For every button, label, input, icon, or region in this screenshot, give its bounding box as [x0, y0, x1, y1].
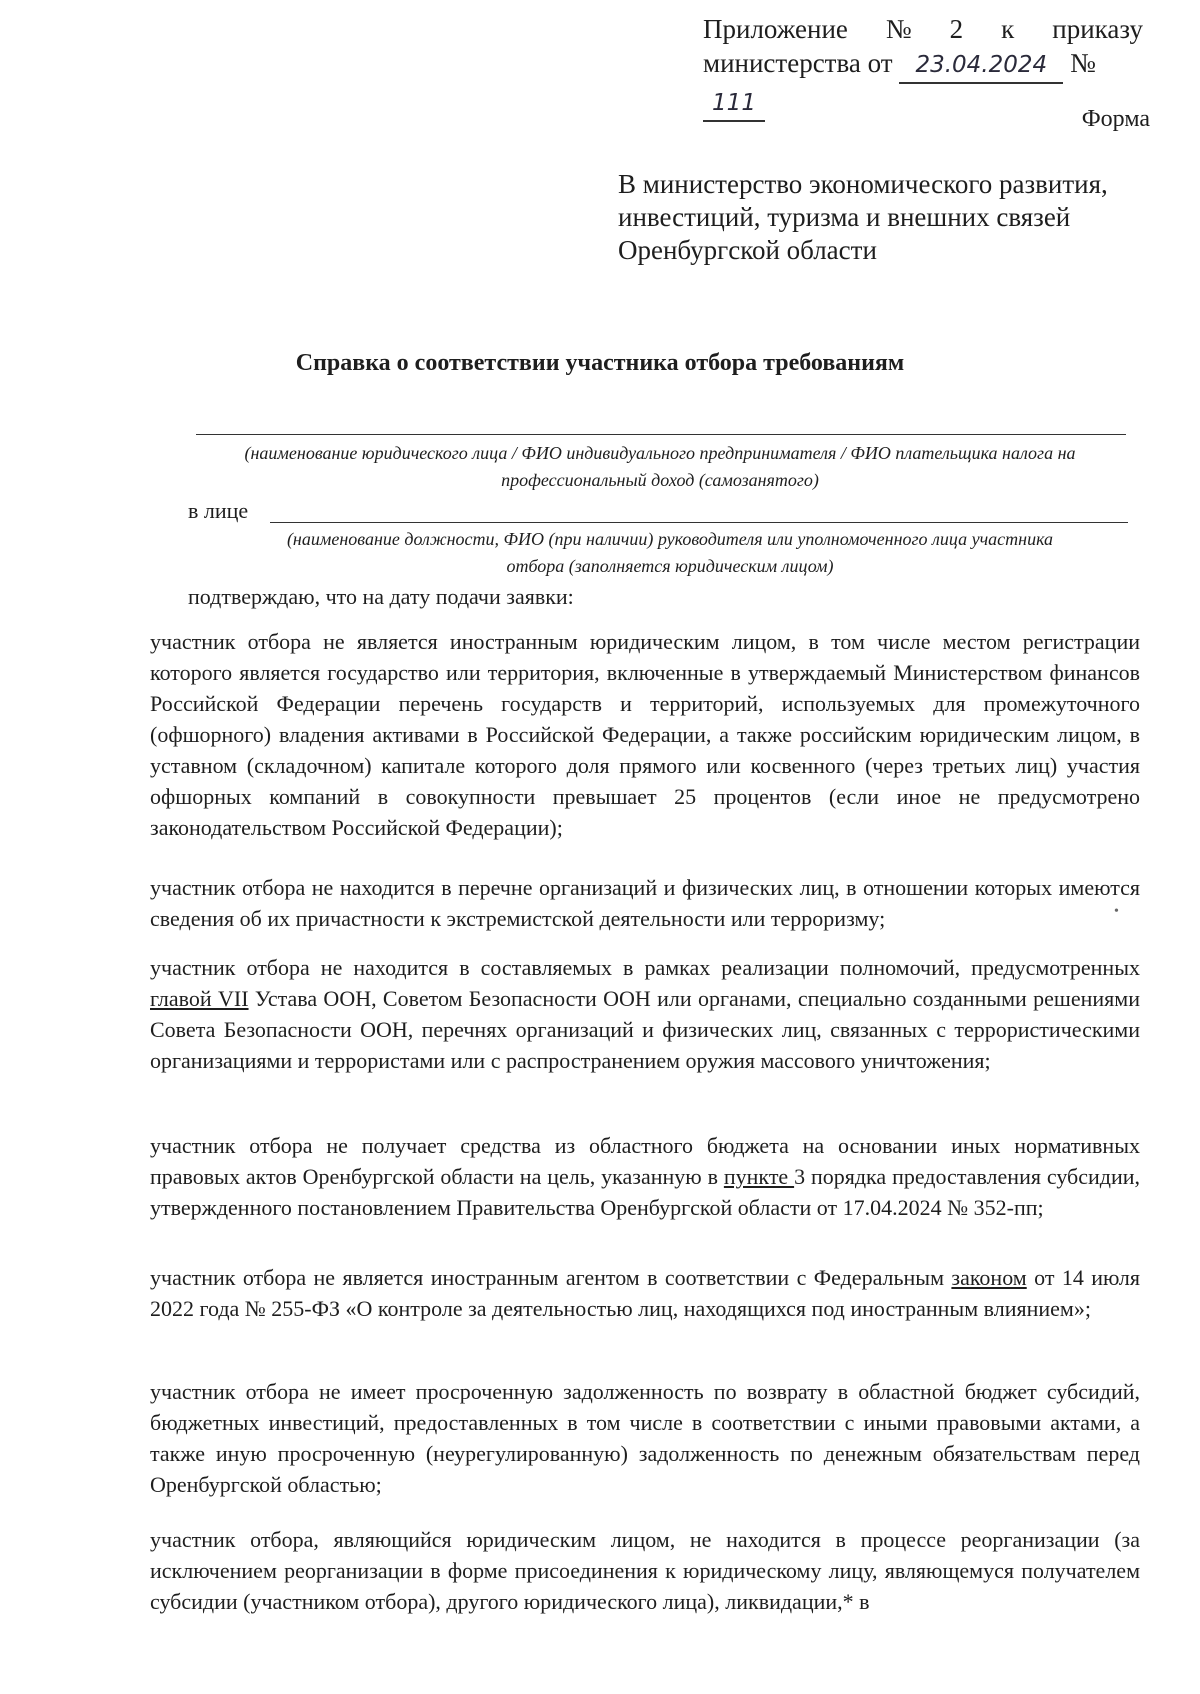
appendix-line-2 [703, 46, 1143, 122]
representative-caption [200, 526, 1140, 580]
form-label: Форма [1081, 106, 1150, 132]
requirement-paragraph: участник отбора, являющийся юридическим лицом, не находится в процессе реорганизации (за исключением реорганизации в форме присоединения к юридическому лицу, являющемуся получателем субсидии (участником отбора), другого юридического лица), ликвидации,* в [150, 1527, 1140, 1614]
number-sign: № [885, 14, 912, 44]
federal-law-link[interactable]: законом [951, 1265, 1027, 1290]
paragraph-text: Устава ООН, Советом Безопасности ООН или органами, специально созданными решениями Совета Безопасности ООН, перечнях организаций и физических лиц, связанных с террористическими организациями и террористами или с распространением оружия массового уничтожения; [150, 986, 1140, 1073]
applicant-name-caption [180, 440, 1140, 494]
order-date-handwritten: 23.04.2024 [899, 48, 1063, 84]
chapter-vii-link[interactable]: главой VII [150, 986, 249, 1011]
addressee-line: Оренбургской области [618, 235, 877, 265]
appendix-header [703, 12, 1143, 122]
addressee-line: инвестиций, туризма и внешних связей [618, 202, 1071, 232]
caption-line: отбора (заполняется юридическим лицом) [506, 556, 834, 576]
applicant-name-line [196, 434, 1126, 435]
paragraph-text: от 14 июля 2022 года № 255-ФЗ «О контроле за деятельностью лиц, находящихся под иностранным влиянием»; [150, 1265, 1140, 1321]
appendix-number: 2 [949, 14, 964, 44]
representative-line [270, 522, 1128, 523]
caption-line: (наименование юридического лица / ФИО индивидуального предпринимателя / ФИО плательщика налога на [244, 443, 1076, 463]
paragraph-text: участник отбора не получает средства из областного бюджета на основании иных нормативных правовых актов Оренбургской области на цель, указанную в [150, 1133, 1140, 1189]
clause-link[interactable]: пункте [723, 1164, 795, 1189]
to-word: к [1001, 14, 1015, 44]
requirement-paragraph [150, 1262, 1140, 1324]
requirement-paragraph [150, 872, 1140, 934]
order-no-sign: № [1070, 48, 1096, 78]
appendix-line-1 [703, 12, 1143, 46]
paragraph-text: участник отбора не является иностранным агентом в соответствии с Федеральным [150, 1265, 952, 1290]
document-title: Справка о соответствии участника отбора требованиям [295, 350, 905, 376]
addressee-line: В министерство экономического развития, [618, 169, 1108, 199]
requirement-paragraph: участник отбора не имеет просроченную задолженность по возврату в областной бюджет субсидий, бюджетных инвестиций, предоставленных в том числе в соответствии с иными правовыми актами, а также иную просроченную (неурегулированную) задолженность по денежным обязательствам перед Оренбургской областью; [150, 1379, 1140, 1497]
requirement-paragraph [150, 952, 1140, 1076]
paragraph-text: 3 порядка предоставления субсидии, утвержденного постановлением Правительства Оренбургской области от 17.04.2024 № 352-пп; [150, 1164, 1141, 1220]
in-person-label: в лице [188, 498, 249, 523]
confirm-statement: подтверждаю, что на дату подачи заявки: [188, 584, 574, 609]
caption-line: профессиональный доход (самозанятого) [501, 470, 819, 490]
appendix-prefix: Приложение [703, 14, 848, 44]
order-number-handwritten: 111 [703, 86, 765, 122]
paragraph-text: участник отбора не находится в составляемых в рамках реализации полномочий, предусмотренных [150, 955, 1140, 980]
requirement-paragraph: участник отбора не является иностранным юридическим лицом, в том числе местом регистрации которого является государство или территория, включенные в утверждаемый Министерством финансов Российской Федерации перечень государств и территорий, используемых для промежуточного (офшорного) владения активами в Российской Федерации, а также российским юридическим лицом, в уставном (складочном) капитале которого доля прямого или косвенного (через третьих лиц) участия офшорных компаний в совокупности превышает 25 процентов (если иное не предусмотрено законодательством Российской Федерации); [150, 629, 1140, 840]
ministry-from: министерства от [703, 48, 893, 78]
caption-line: (наименование должности, ФИО (при наличии) руководителя или уполномоченного лица участника [286, 529, 1054, 549]
order-word: приказу [1052, 14, 1143, 44]
paragraph-text: участник отбора не находится в перечне организаций и физических лиц, в отношении которых имеются сведения об их причастности к экстремистской деятельности или терроризму; [150, 875, 1140, 931]
scan-dot: • [1114, 904, 1119, 919]
requirement-paragraph [150, 1130, 1140, 1223]
addressee-block [618, 168, 1138, 267]
